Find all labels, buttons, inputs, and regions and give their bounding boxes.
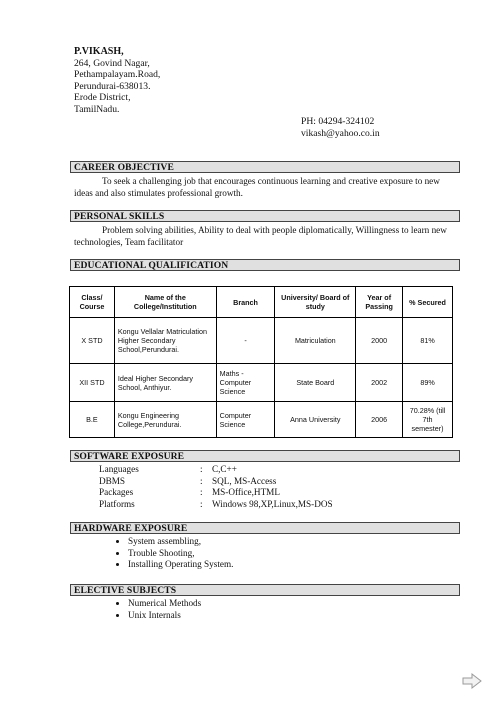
separator: : (200, 498, 203, 509)
table-cell: XII STD (70, 364, 115, 402)
software-value: SQL, MS-Access (212, 475, 277, 486)
list-item: • Trouble Shooting, (128, 548, 233, 560)
address-line: Pethampalayam.Road, (74, 69, 161, 81)
table-cell: Matriculation (275, 318, 356, 364)
career-objective-text: To seek a challenging job that encourages continuous learning and creative exposure to new ideas and also stimulates professional growth. (74, 176, 440, 198)
table-cell: 2000 (356, 318, 403, 364)
software-label: Languages (99, 464, 139, 474)
separator: : (200, 487, 203, 497)
section-heading-career: CAREER OBJECTIVE (70, 161, 460, 173)
software-value: MS-Office,HTML (212, 487, 280, 497)
table-cell: Kongu Engineering College,Perundurai. (114, 402, 216, 438)
section-heading-education: EDUCATIONAL QUALIFICATION (70, 259, 460, 271)
address-line: Erode District, (74, 92, 131, 104)
table-cell: 81% (403, 318, 453, 364)
list-item: • Installing Operating System. (128, 559, 233, 571)
software-label: Packages (99, 487, 134, 497)
hardware-list (110, 536, 233, 571)
table-cell: B.E (70, 402, 115, 438)
table-cell: Ideal Higher Secondary School, Anthiyur. (114, 364, 216, 402)
address-line: TamilNadu. (74, 103, 120, 115)
personal-skills-text: Problem solving abilities, Ability to deal with people diplomatically, Willingness to learn new technologies, Team facilitator (74, 225, 447, 247)
elective-list (110, 598, 201, 621)
address-line: Perundurai-638013. (74, 80, 151, 92)
column-header: % Secured (403, 287, 453, 318)
table-row (70, 402, 453, 438)
column-header: Class/ Course (70, 287, 115, 318)
table-row (70, 318, 453, 364)
table-row (70, 364, 453, 402)
contact-block (301, 116, 380, 140)
section-heading-skills: PERSONAL SKILLS (70, 210, 460, 222)
phone-number: PH: 04294-324102 (301, 116, 375, 127)
table-cell: Anna University (275, 402, 356, 438)
section-heading-elective: ELECTIVE SUBJECTS (70, 584, 460, 596)
table-cell: Maths - Computer Science (216, 364, 275, 402)
column-header: University/ Board of study (275, 287, 356, 318)
address-block (74, 46, 160, 116)
software-value: C,C++ (212, 464, 237, 474)
email-address: vikash@yahoo.co.in (301, 128, 380, 139)
list-item: • Unix Internals (128, 610, 201, 622)
candidate-name: P.VIKASH, (74, 46, 124, 57)
list-item: • System assembling, (128, 536, 233, 548)
section-heading-software: SOFTWARE EXPOSURE (70, 450, 460, 462)
table-cell: State Board (275, 364, 356, 402)
software-label: Platforms (99, 498, 135, 509)
table-cell: Computer Science (216, 402, 275, 438)
separator: : (200, 475, 203, 486)
section-heading-hardware: HARDWARE EXPOSURE (70, 522, 460, 534)
table-cell: 2006 (356, 402, 403, 438)
table-cell: X STD (70, 318, 115, 364)
address-line: 264, Govind Nagar, (74, 57, 150, 69)
education-table (69, 286, 453, 438)
software-value: Windows 98,XP,Linux,MS-DOS (212, 498, 333, 509)
column-header: Branch (216, 287, 275, 318)
table-cell: 89% (403, 364, 453, 402)
table-cell: - (216, 318, 275, 364)
column-header: Name of the College/Institution (114, 287, 216, 318)
arrow-right-icon[interactable] (461, 672, 483, 690)
column-header: Year of Passing (356, 287, 403, 318)
table-cell: 2002 (356, 364, 403, 402)
table-header-row (70, 287, 453, 318)
table-cell: Kongu Vellalar Matriculation Higher Secondary School,Perundurai. (114, 318, 216, 364)
table-cell: 70.28% (till 7th semester) (403, 402, 453, 438)
software-label: DBMS (99, 475, 126, 486)
separator: : (200, 464, 203, 474)
list-item: • Numerical Methods (128, 598, 201, 610)
